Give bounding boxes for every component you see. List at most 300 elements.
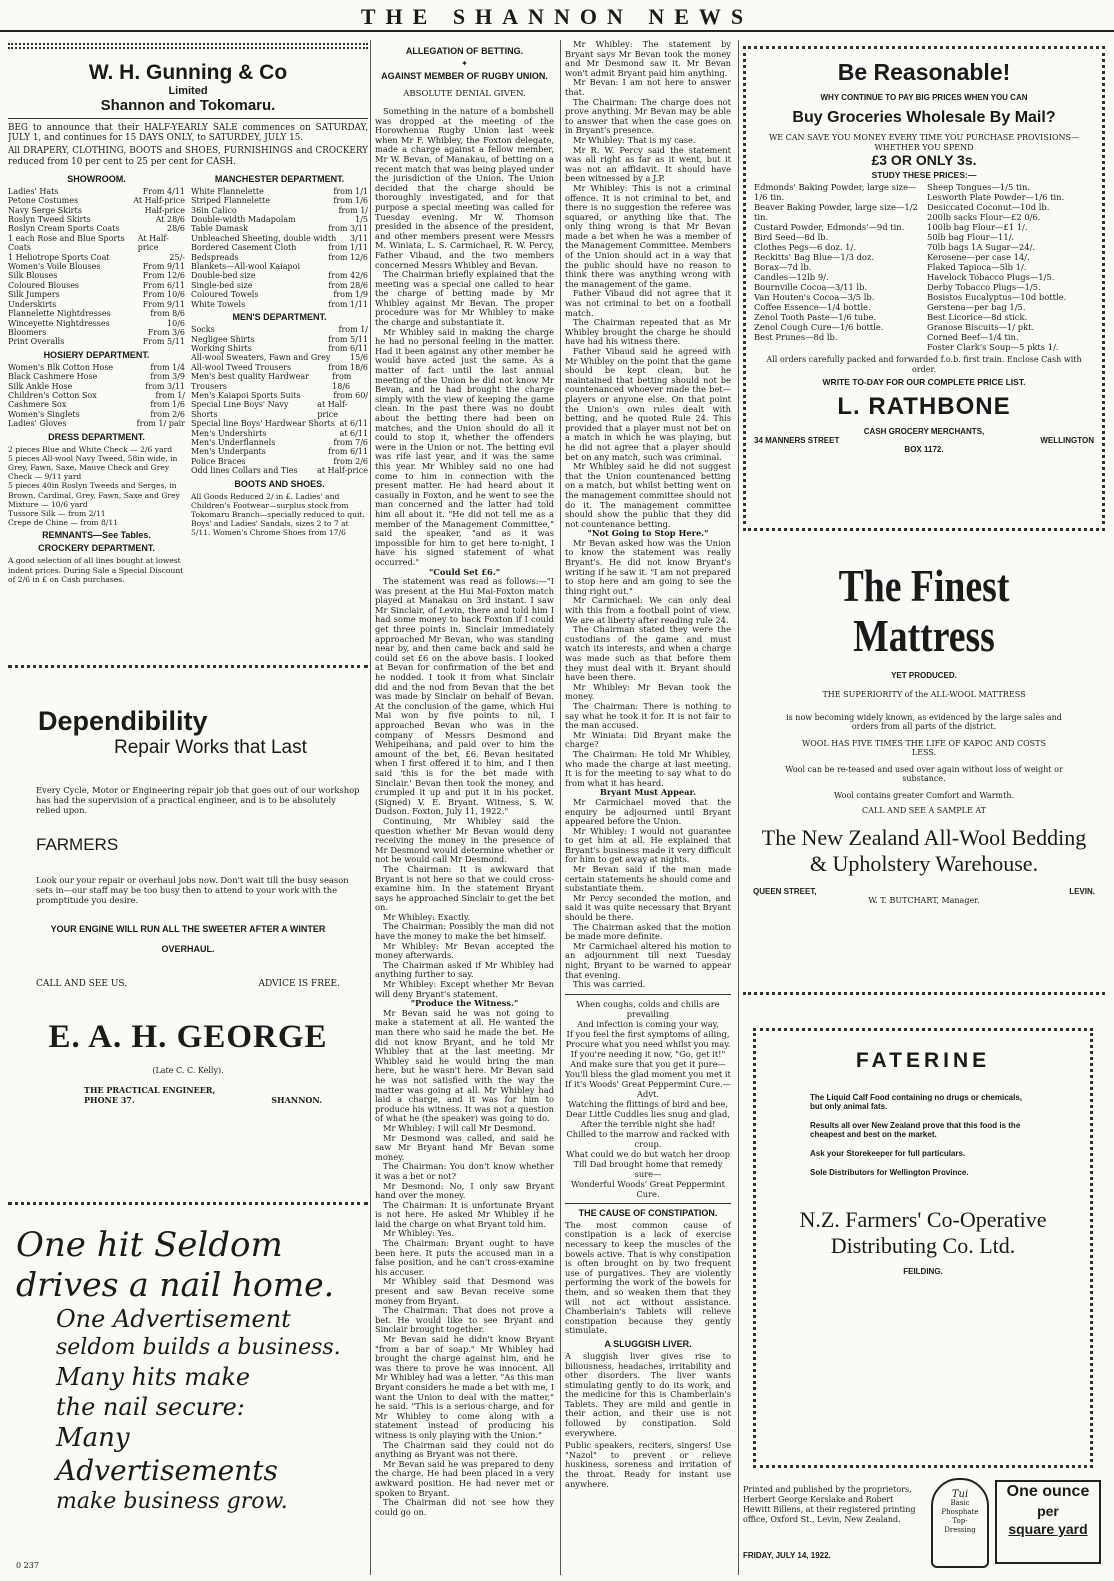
- george-name: E. A. H. GEORGE: [48, 1019, 328, 1055]
- item-price: at 6/11: [339, 428, 368, 438]
- price-item: Reckitts' Bag Blue—1/3 doz.: [754, 252, 875, 262]
- article-paragraph: Mr Carmichael: We can only deal with this from a football point of view. We are at liberty after reading rule 24.: [565, 595, 731, 625]
- item-price: from 8/6: [150, 309, 185, 319]
- price-row: [191, 391, 368, 400]
- item-name: Flannelette Nightdresses: [8, 309, 111, 319]
- price-item: Coffee Essence—1/4 bottle.: [754, 302, 871, 312]
- george-headline: Dependibility: [38, 706, 208, 736]
- article-paragraph: The Chairman asked that the motion be made more definite.: [565, 921, 731, 942]
- article-paragraph: Mr Bevan said he was not going to make a statement at all. He wanted the man there who said he made the bet. He did not know Bryant, and he told Mr Whibley that at the last meeting. Mr Whibley said he would bring the man here, but he wasn't here. Mr Bevan said he was not satisfied with the way the matter was going at all. Mr Whibley had laid a charge, and it was for him to produce his witness. It was not a question of what he (the speaker) was going to do.: [375, 1007, 554, 1124]
- item-name: All-wool Sweaters, Fawn and Grey: [191, 353, 331, 363]
- poem-line: If you're needing it now, "Go, get it!": [570, 1048, 726, 1059]
- price-item: 100lb bag Flour—£1 1/.: [927, 222, 1028, 232]
- price-item: Gerstena—per bag 1/5.: [927, 302, 1026, 312]
- article-paragraph: Mr Whibley: Except whether Mr Bevan will deny Bryant's statement.: [375, 979, 554, 999]
- price-row: [191, 429, 368, 438]
- gunning-right-col: [191, 171, 368, 584]
- imprint: [743, 1485, 923, 1560]
- item-name: Men's best quality Hardwear Trousers: [191, 372, 309, 391]
- item-name: Odd lines Collars and Ties: [191, 466, 298, 476]
- mens-heading: MEN'S DEPARTMENT.: [232, 312, 327, 323]
- price-row: [191, 447, 368, 456]
- price-row: [191, 438, 368, 447]
- article-paragraph: The Chairman briefly explained that the meeting was a special one called to hear the charge of betting made by Mr Whibley against Mr Bevan. The proper procedure was for Mr Whibley to make the charge and substantiate it.: [375, 269, 554, 328]
- dress-item: 5 pieces 40in Roslyn Tweeds and Serges, in Brown, Cardinal, Grey, Fawn, Saxe and Grey Mixture — 10/6 yard: [8, 481, 180, 509]
- price-row: [8, 224, 185, 233]
- price-item: Kerosene—per case 14/.: [927, 252, 1030, 262]
- manchester-heading: MANCHESTER DEPARTMENT.: [214, 173, 345, 184]
- price-row: [191, 281, 368, 290]
- faterine-line4: Sole Distributors for Wellington Province.: [810, 1168, 969, 1177]
- mattress-comfort: Wool contains greater Comfort and Warmth.: [833, 791, 1015, 800]
- price-row: [191, 466, 368, 475]
- article-paragraph: The Chairman asked if Mr Whibley had anything further to say.: [375, 959, 554, 980]
- rathbone-why: WHY CONTINUE TO PAY BIG PRICES WHEN YOU CAN: [820, 93, 1028, 102]
- dress-item: Crepe de Chine — from 8/11: [8, 518, 119, 528]
- price-row: [191, 457, 368, 466]
- item-price: from 1/: [155, 390, 185, 400]
- mattress-yet: YET PRODUCED.: [891, 671, 957, 680]
- article-paragraph: The Chairman did not see how they could go on.: [375, 1497, 554, 1517]
- poem: [565, 999, 731, 1199]
- item-name: Men's Kaiapoi Sports Suits: [191, 390, 301, 400]
- article-paragraph: Mr Whibley said he did not suggest that the Union countenanced betting on a match, but whilst betting went on the management committee should not do it. The management committee should show the public that they did not countenance betting.: [565, 461, 731, 529]
- item-name: Bordered Casement Cloth: [191, 243, 297, 253]
- price-row: [191, 335, 368, 344]
- article-subhead: Bryant Must Appear.: [599, 787, 697, 798]
- item-price: from 6/11: [328, 343, 368, 353]
- article-paragraph: Mr R. W. Percy said the statement was all right as far as it went, but it was not an affidavit. It should have been witnessed by a J.P.: [565, 144, 731, 184]
- poem-line: And make sure that you get it pure—: [570, 1058, 726, 1069]
- item-name: Silk Jumpers: [8, 290, 60, 300]
- faterine-ad: [753, 1028, 1093, 1468]
- item-price: From 3/6: [147, 327, 185, 337]
- item-price: From 6/11: [142, 280, 185, 290]
- article-subhead: "Produce the Witness.": [410, 998, 519, 1009]
- george-advice: ADVICE IS FREE.: [258, 979, 340, 989]
- price-item: Best Prunes—8d lb.: [754, 332, 838, 342]
- tui-ounce: One ounce: [1006, 1483, 1090, 1500]
- item-name: Men's Underpants: [191, 447, 266, 457]
- price-item: 50lb bag Flour—11/.: [927, 232, 1015, 242]
- script-lines: [16, 1225, 361, 1516]
- item-name: Women's Voile Blouses: [8, 262, 101, 272]
- price-row: [191, 400, 368, 419]
- item-price: At Half-price: [133, 196, 185, 206]
- faterine-line3: Ask your Storekeeper for full particulars.: [810, 1149, 966, 1158]
- constipation-text: The most common cause of constipation is a lack of exercise necessary to keep the muscles of the bowels active. That is why constipation is often brought on by two frequent use of purgatives. They are violently performing the work of the bowels for them, and so weaken them that they will not act without assistance. Chamberlain's Tablets will relieve constipation because they gently stimulate.: [565, 1219, 731, 1336]
- masthead: [0, 2, 1114, 32]
- item-name: Special Line Boys' Navy Shorts: [191, 400, 289, 419]
- boots-heading: BOOTS AND SHOES.: [234, 478, 325, 489]
- article-paragraph: The Chairman: It is unfortunate Bryant is not here. He asked Mr Whibley if he laid the charge on what Bryant told him.: [375, 1199, 554, 1229]
- gunning-name: W. H. Gunning & Co: [88, 61, 288, 84]
- article-paragraph: Continuing, Mr Whibley said the question whether Mr Bevan would deny receiving the money in the presence of Mr Desmond would determine whether or not he would call Mr Desmond.: [375, 815, 554, 865]
- george-town: SHANNON.: [271, 1095, 322, 1105]
- article-subhead: "Could Set £6.": [428, 566, 501, 577]
- article-subhead: "Not Going to Stop Here.": [587, 528, 709, 539]
- price-row: [8, 319, 185, 328]
- item-price: 15/6: [350, 353, 368, 363]
- tui-yard: square yard: [1008, 1521, 1088, 1537]
- item-name: Silk Blouses: [8, 271, 58, 281]
- price-row: [8, 234, 185, 253]
- item-name: White Towels: [191, 299, 246, 309]
- item-price: from 1/: [338, 325, 368, 335]
- item-price: From 9/11: [142, 299, 185, 309]
- item-name: Double-bed size: [191, 271, 256, 281]
- script-line: One hit Seldom: [16, 1225, 283, 1265]
- price-row: [191, 243, 368, 252]
- price-item: Best Licorice—8d stick.: [927, 312, 1028, 322]
- item-name: Cashmere Sox: [8, 400, 67, 410]
- price-row: [191, 206, 368, 215]
- item-name: 1 Heliotrope Sports Coat: [8, 252, 110, 262]
- hosiery-list: [8, 363, 185, 429]
- article-paragraph: Something in the nature of a bombshell was dropped at the meeting of the Horowhenua Rugby Union last week when Mr F. Whibley, the Foxton delegate, made a charge against a fellow member, Mr W. Bevan, of Manakau, of betting on a recent match that was being played under the jurisdiction of the Union. The Union decided that the charge should be thoroughly investigated, and for that purpose a special meeting was called for Tuesday evening. Mr W. Thomson presided in the absence of the president, and other members present were Messrs M. Winiata, L. S. Carmichael, R. W. Percy, Father Vibaud, and the two members concerned Messrs Whibley and Bevan.: [375, 106, 554, 270]
- item-price: from 1/6: [333, 196, 368, 206]
- article-paragraph: Mr Bevan said if the man made certain statements he should come and substantiate them.: [565, 864, 731, 894]
- item-name: Underskirts: [8, 299, 57, 309]
- price-row: [8, 309, 185, 318]
- price-row: [191, 300, 368, 309]
- tui-ad: [931, 1478, 1103, 1570]
- price-item: Flaked Tapioca—5lb 1/.: [927, 262, 1027, 272]
- item-name: Striped Flannelette: [191, 196, 270, 206]
- mattress-street: QUEEN STREET,: [753, 887, 817, 896]
- item-price: From 10/6: [142, 290, 185, 300]
- item-price: from 12/6: [328, 252, 368, 262]
- item-name: Ladies' Hats: [8, 186, 59, 196]
- price-row: [191, 344, 368, 353]
- article-paragraph: Mr Winiata: Did Bryant make the charge?: [565, 729, 731, 750]
- prices-right: [927, 182, 1094, 352]
- price-row: [8, 271, 185, 280]
- script-line: the nail secure:: [56, 1393, 245, 1421]
- item-price: from 7/6: [333, 437, 368, 447]
- price-row: [8, 410, 185, 419]
- item-price: from 1/6: [150, 400, 185, 410]
- item-name: Negligee Shirts: [191, 334, 255, 344]
- price-row: [191, 187, 368, 196]
- price-item: Desiccated Coconut—10d lb.: [927, 202, 1050, 212]
- price-row: [191, 419, 368, 428]
- mattress-call: CALL AND SEE A SAMPLE AT: [861, 806, 987, 815]
- script-line: Many: [56, 1423, 130, 1453]
- mens-list: [191, 325, 368, 476]
- price-row: [191, 224, 368, 233]
- price-item: Sheep Tongues—1/5 tin.: [927, 182, 1031, 192]
- article-paragraph: The Chairman: He told Mr Whibley, who made the charge at last meeting. It is for the meeting to say what to do from what it has heard.: [565, 748, 731, 788]
- item-name: Men's Underflannels: [191, 437, 276, 447]
- item-name: Navy Serge Skirts: [8, 205, 82, 215]
- price-row: [8, 281, 185, 290]
- rathbone-headline: Be Reasonable!: [837, 59, 1011, 85]
- article-subtitle: AGAINST MEMBER OF RUGBY UNION.: [381, 71, 548, 81]
- price-row: [8, 253, 185, 262]
- boots-text: All Goods Reduced 2/ in £. Ladies' and Children's Footwear—surplus stock from Tokomaru Branch—specially reduced to quit. Boys' and Ladies' Sandals, sizes 2 to 7 at 5/11. Women's Chrome Shoes from 17/6: [191, 491, 365, 538]
- script-ad: [16, 1225, 361, 1570]
- price-item: Borax—7d lb.: [754, 262, 812, 272]
- mattress-superiority: THE SUPERIORITY of the ALL-WOOL MATTRESS: [822, 690, 1026, 699]
- price-row: [191, 372, 368, 391]
- tui-dressing: Dressing: [944, 1526, 976, 1534]
- price-row: [191, 363, 368, 372]
- item-name: Single-bed size: [191, 280, 253, 290]
- mattress-firm: The New Zealand All-Wool Bedding & Upholstery Warehouse.: [761, 825, 1087, 876]
- price-item: Granose Biscuits—1/ pkt.: [927, 322, 1035, 332]
- price-item: Havelock Tobacco Plugs—1/5.: [927, 272, 1055, 282]
- price-item: Corned Beef—1/4 tin.: [927, 332, 1019, 342]
- price-item: Custard Powder, Edmonds'—9d tin.: [754, 222, 905, 232]
- george-phone: PHONE 37.: [84, 1095, 135, 1105]
- item-price: from 28/6: [328, 280, 368, 290]
- tui-bag-icon: [931, 1478, 989, 1568]
- price-row: [8, 419, 185, 428]
- item-price: From 5/11: [142, 337, 185, 347]
- rathbone-ad: [743, 46, 1105, 531]
- article-paragraph: Father Vibaud did not agree that it was not criminal to bet on a football match.: [565, 288, 731, 318]
- constipation-title: THE CAUSE OF CONSTIPATION.: [578, 1207, 718, 1218]
- column-1: [8, 40, 368, 1575]
- item-name: Black Cashmere Hose: [8, 372, 98, 382]
- price-row: [8, 196, 185, 205]
- rathbone-street: 34 MANNERS STREET: [754, 436, 840, 445]
- item-price: from 2/6: [150, 409, 185, 419]
- article-paragraph: Mr Desmond was called, and said he saw Mr Bryant hand Mr Bevan some money.: [375, 1132, 554, 1162]
- script-line: Advertisements: [56, 1454, 278, 1487]
- article-paragraph: The Chairman: It is awkward that Bryant is not here so that we could cross-examine him. In the statement Bryant says he approached Sinclair to get the bet on.: [375, 863, 554, 913]
- price-item: Lesworth Plate Powder—1/6 tin.: [927, 192, 1065, 202]
- dress-list: [8, 445, 185, 528]
- george-ad: [8, 665, 368, 1205]
- article-paragraph: The Chairman: The charge does not prove anything. Mr Bevan may be able to answer that when the case goes on in Bryant's presence.: [565, 96, 731, 136]
- item-price: from 3/11: [145, 381, 185, 391]
- mattress-town: LEVIN.: [1069, 887, 1095, 896]
- imprint-date: FRIDAY, JULY 14, 1922.: [743, 1551, 831, 1560]
- item-price: from 1/: [338, 205, 368, 215]
- item-name: Bedspreads: [191, 252, 239, 262]
- prices-left: [754, 182, 921, 352]
- price-row: [8, 290, 185, 299]
- poem-line: When coughs, colds and chills are prevailing: [576, 998, 720, 1019]
- gunning-announce: BEG to announce that their HALF-YEARLY SALE commences on SATURDAY, JULY 1, and continues for 15 DAYS ONLY, to SATURDEY, JULY 15.: [8, 123, 368, 144]
- article-paragraph: The Chairman stated they were the custodians of the game and must watch its interests, and when a charge was made such as that before them they must deal with it. Bryant should have been there.: [565, 624, 731, 683]
- article-paragraph: Mr Whibley: That is my case.: [573, 134, 696, 145]
- item-name: Working Shirts: [191, 343, 252, 353]
- article-paragraph: Mr Whibley: I would not guarantee to get him at all. He explained that Bryant's business made it very difficult for him to get away at nights.: [565, 825, 731, 865]
- item-price: from 3/9: [150, 372, 185, 382]
- article-paragraph: Mr Whibley: Yes.: [383, 1228, 455, 1239]
- item-price: From 12/6: [142, 271, 185, 281]
- price-row: [8, 262, 185, 271]
- rathbone-cash: CASH GROCERY MERCHANTS,: [863, 427, 985, 436]
- price-row: [8, 391, 185, 400]
- item-name: Women's Blk Cotton Hose: [8, 362, 114, 372]
- item-name: 36in Calico: [191, 205, 237, 215]
- item-name: Winceyette Nightdresses: [8, 318, 110, 328]
- article-paragraph: The Chairman repeated that as Mr Whibley brought the charge he should have had his witness there.: [565, 317, 731, 347]
- crockery-text: A good selection of all lines bought at lowest indent prices. During Sale a Special Discount of 2/6 in £ on Cash purchases.: [8, 556, 184, 584]
- item-name: Roslyn Cream Sports Coats: [8, 224, 120, 234]
- rathbone-box: BOX 1172.: [904, 445, 944, 454]
- script-code: 0 237: [16, 1561, 39, 1570]
- item-price: from 18/6: [332, 372, 352, 391]
- item-price: at Half-price: [317, 466, 368, 476]
- article-paragraph: Mr Bevan said he didn't know Bryant "from a bar of soap." Mr Whibley had brought the charge against him, and he was there to prove he was innocent. All Mr Whibley had was a letter. "As this man Bryant considers he made a bet with me, I want the Union to deal with the matter," he said. "This is a serious charge, and for Mr Whibley to come along with a statement instead of producing his witness is only playing with the Union.": [375, 1334, 554, 1440]
- column-4: [738, 40, 1108, 1575]
- rathbone-buy: Buy Groceries Wholesale By Mail?: [792, 109, 1056, 126]
- gunning-left-col: [8, 171, 185, 584]
- article-body-part-1: [375, 107, 554, 1517]
- item-name: Roslyn Tweed Skirts: [8, 215, 91, 225]
- item-name: Men's Undershirts: [191, 428, 267, 438]
- george-call: CALL AND SEE US.: [36, 979, 128, 989]
- george-para2: Look our your repair or overhaul jobs now. Don't wait till the busy season sets in—our staff may be too busy then to attend to your work with the promptitude you desire.: [36, 875, 349, 905]
- article-paragraph: Mr Whibley: This is not a criminal offence. It is not criminal to bet, and there is no suggestion the referee was squared, or anything like that. The only thing wrong is that Mr Bevan made a bet when he was a member of the Management Committee. Members of the Union should act in a way that the public should have no reason to think there was anything wrong with the management of the game.: [565, 182, 731, 289]
- price-item: Zenol Cough Cure—1/6 bottle.: [754, 322, 884, 332]
- item-price: from 2/6: [333, 456, 368, 466]
- price-item: 70lb bags 1A Sugar—24/.: [927, 242, 1036, 252]
- price-row: [8, 337, 185, 346]
- item-name: Unbleached Sheeting, double width: [191, 233, 337, 243]
- poem-line: If you feel the first symptoms of ailing,: [566, 1028, 730, 1039]
- item-price: At 28/6: [155, 215, 185, 225]
- article-paragraph: Mr Whibley: I will call Mr Desmond.: [383, 1122, 536, 1133]
- item-name: Table Damask: [191, 224, 248, 234]
- price-item: Bournville Cocoa—3/11 lb.: [754, 282, 868, 292]
- script-line: seldom builds a business.: [56, 1335, 341, 1360]
- item-name: Children's Cotton Sox: [8, 390, 97, 400]
- rathbone-city: WELLINGTON: [1040, 436, 1094, 445]
- crockery-heading: CROCKERY DEPARTMENT.: [38, 543, 155, 554]
- poem-line: Chilled to the marrow and racked with croup.: [566, 1128, 730, 1149]
- price-row: [191, 290, 368, 299]
- script-line: Many hits make: [56, 1363, 251, 1391]
- item-price: 1/5: [355, 215, 368, 225]
- poem-line: What could we do but watch her droop: [565, 1148, 731, 1159]
- george-late: (Late C. C. Kelly).: [152, 1066, 224, 1075]
- item-price: from 1/9: [333, 290, 368, 300]
- price-item: Candles—12lb 9/.: [754, 272, 829, 282]
- item-price: from 42/6: [328, 271, 368, 281]
- item-price: From 9/11: [142, 262, 185, 272]
- article-paragraph: This was carried.: [573, 979, 646, 990]
- article-paragraph: The statement was read as follows:—"I was present at the Hui Mai-Foxton match played at Manakau on 3rd instant. I saw Mr Sinclair, of Levin, there and told him I had some money to back Foxton if I could get three points in. Sinclair immediately approached Mr Bevan, who was standing near by, and then came back and said he could set £6 on the above basis. I looked at Bevan for confirmation of the bet and he nodded. I took it from what Sinclair did and the nod from Bevan that the bet was made by Sinclair on behalf of Bevan. At the conclusion of the game, which Hui Mai won by five points to nil, I approached Bevan who was in the company of Messrs Desmond and Wehipeihana, and paid over to him the amount of the bet, £6. Bevan hesitated when I first offered it to him, and I then said 'this is for the bet made with Sinclair.' Bevan then took the money, and crumpled it up and put it in his pocket. (Signed) V. E. Bryant. Witness, S. W. Dudson. Foxton, July 11, 1922.": [375, 576, 554, 817]
- article-body-part-2: [565, 40, 731, 990]
- item-name: Print Overalls: [8, 337, 65, 347]
- george-farmers: FARMERS: [36, 835, 119, 854]
- mattress-known: is now becoming widely known, as evidenced by the large sales and orders from all parts of the district.: [786, 713, 1062, 731]
- imprint-text: Printed and published by the proprietors, Herbert George Kerslake and Robert Hewitt Billens, at their registered printing office, Oxford St., Levin, New Zealand.: [743, 1485, 916, 1524]
- article-paragraph: The Chairman: That does not prove a bet. He would like to see Bryant and Sinclair brought together.: [375, 1305, 554, 1335]
- price-row: [8, 382, 185, 391]
- tui-top: Top-: [952, 1517, 968, 1525]
- article-paragraph: Mr Desmond: No, I only saw Bryant hand over the money.: [375, 1180, 554, 1201]
- item-price: At Half-price: [137, 233, 169, 253]
- price-row: [8, 187, 185, 196]
- item-name: Police Braces: [191, 456, 246, 466]
- price-row: [8, 206, 185, 215]
- article-paragraph: Mr Whibley: Mr Bevan took the money.: [565, 681, 731, 702]
- article-paragraph: Mr Whibley said that Desmond was present and saw Bevan receive some money from Bryant.: [375, 1276, 554, 1306]
- mattress-manager: W. T. BUTCHART, Manager.: [868, 896, 980, 905]
- column-3: [560, 40, 735, 1575]
- price-row: [8, 400, 185, 409]
- item-name: Coloured Towels: [191, 290, 259, 300]
- dress-item: Tussore Silk — from 2/11: [8, 508, 106, 518]
- article-paragraph: Mr Carmichael moved that the enquiry be adjourned until Bryant appeared before the Union.: [565, 796, 731, 827]
- item-name: 1 each Rose and Blue Sports Coats: [8, 233, 125, 253]
- article-paragraph: The Chairman said they could not do anything as Bryant was not there.: [375, 1439, 554, 1460]
- item-name: Blankets—All-wool Kaiapoi: [191, 262, 301, 272]
- newspaper-title: THE SHANNON NEWS: [360, 4, 754, 29]
- article-paragraph: Mr Carmichael altered his motion to an adjournment till next Tuesday night, Bryant to be warned to appear that evening.: [565, 940, 731, 980]
- mattress-headline-1: The Finest: [838, 560, 1010, 611]
- article-paragraph: The Chairman: There is nothing to say what he took it for. It is not fair to the man accused.: [565, 700, 731, 731]
- item-price: 3/11: [350, 233, 368, 243]
- rathbone-study: STUDY THESE PRICES:—: [871, 170, 977, 180]
- rathbone-orders: All orders carefully packed and forwarded f.o.b. first train. Enclose Cash with order.: [766, 355, 1082, 374]
- border-ornament: [8, 43, 368, 49]
- gunning-place: Shannon and Tokomaru.: [100, 97, 276, 114]
- price-item: Bosistos Eucalyptus—10d bottle.: [927, 292, 1067, 302]
- item-name: All-wool Tweed Trousers: [191, 362, 292, 372]
- mattress-ad: [743, 555, 1105, 995]
- article-title: ALLEGATION OF BETTING.: [405, 46, 524, 56]
- script-line: One Advertisement: [56, 1305, 291, 1333]
- hosiery-heading: HOSIERY DEPARTMENT.: [43, 349, 150, 360]
- item-name: Coloured Blouses: [8, 280, 80, 290]
- tui-label: Tui: [951, 1489, 969, 1500]
- article-denial: ABSOLUTE DENIAL GIVEN.: [403, 89, 526, 99]
- george-subhead: Repair Works that Last: [114, 737, 307, 758]
- item-price: from 1/1: [333, 186, 368, 196]
- rathbone-write: WRITE TO-DAY FOR OUR COMPLETE PRICE LIST.: [822, 377, 1026, 387]
- item-price: from 5/11: [328, 334, 368, 344]
- price-item: Foster Clark's Soup—5 pkts 1/.: [927, 342, 1059, 352]
- george-engine: YOUR ENGINE WILL RUN ALL THE SWEETER AFTER A WINTER OVERHAUL.: [50, 924, 326, 954]
- rathbone-name: L. RATHBONE: [837, 393, 1011, 420]
- price-row: [191, 234, 368, 243]
- item-price: 25/-: [169, 252, 185, 262]
- price-row: [191, 196, 368, 205]
- liver-text: A sluggish liver gives rise to biliousness, headaches, irritability and other disorders. The liver wants stimulating gently to do its work, and the medicine for this is Chamberlain's Tablets. They are mild and gentle in their action, and their use is not followed by constipation. Sold everywhere.: [565, 1350, 731, 1438]
- gunning-limited: Limited: [168, 85, 208, 97]
- item-price: 28/6: [167, 224, 185, 234]
- gunning-reduction: All DRAPERY, CLOTHING, BOOTS and SHOES, FURNISHINGS and CROCKERY reduced from 10 per cent to 25 per cent for CASH.: [8, 146, 368, 167]
- tui-phosphate: Phosphate: [941, 1508, 979, 1516]
- item-price: from 60/: [333, 390, 368, 400]
- article-paragraph: The Chairman: Possibly the man did not have the money to make the bet himself.: [375, 921, 554, 942]
- price-row: [191, 325, 368, 334]
- poem-line: You'll bless the glad moment you met it: [565, 1068, 731, 1079]
- tui-per: per: [1037, 1503, 1059, 1519]
- article-paragraph: Mr Whibley: Mr Bevan accepted the money afterwards.: [375, 940, 554, 961]
- article-paragraph: Father Vibaud said he agreed with Mr Whibley on the point that the game should be kept clean, but he maintained that betting should not be countenanced whoever made the bet—players or anyone else. On that point the Union's own rules dealt with betting, and he quoted Rule 24. This provided that a player must not bet on a match in which he was playing, but he did not agree that a player should bet on any match, such was criminal.: [565, 346, 731, 462]
- item-price: at 6/11: [339, 419, 368, 429]
- article-paragraph: Mr Bevan said he was prepared to deny the charge. He had been placed in a very awkward position. He had never met or spoken to Bryant.: [375, 1458, 554, 1498]
- manchester-list: [191, 187, 368, 309]
- showroom-heading: SHOWROOM.: [67, 173, 126, 184]
- item-price: from 3/11: [328, 224, 368, 234]
- poem-line: Watching the flittings of bird and bee,: [568, 1098, 728, 1109]
- dress-heading: DRESS DEPARTMENT.: [48, 431, 145, 442]
- price-item: Edmonds' Baking Powder, large size—1/6 tin.: [754, 182, 917, 202]
- item-name: Special line Boys' Hardwear Shorts: [191, 419, 335, 429]
- item-name: Socks: [191, 325, 215, 335]
- rathbone-amount: £3 OR ONLY 3s.: [871, 152, 977, 168]
